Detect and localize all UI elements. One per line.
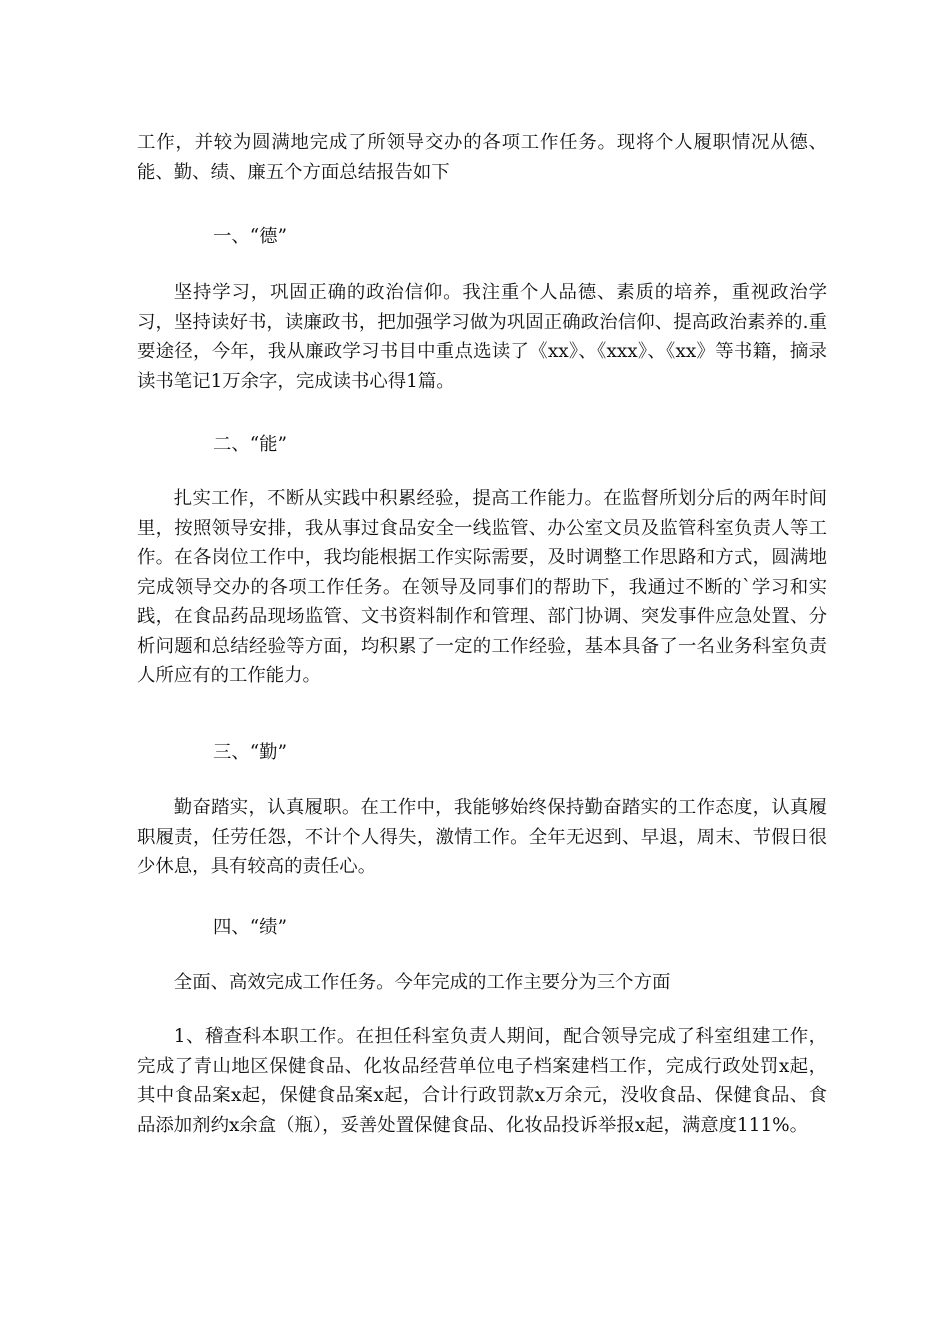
paragraph-qin: 勤奋踏实，认真履职。在工作中，我能够始终保持勤奋踏实的工作态度，认真履职履责，任劳任怨，不计个人得失，激情工作。全年无迟到、早退，周末、节假日很少休息，具有较高的责任心。 xyxy=(137,797,827,877)
paragraph-ji-item-1: 1、稽查科本职工作。在担任科室负责人期间，配合领导完成了科室组建工作，完成了青山地区保健食品、化妆品经营单位电子档案建档工作，完成行政处罚x起，其中食品案x起，保健食品案x起，合计行政罚款x万余元，没收食品、保健食品、食品添加剂约x余盒（瓶），妥善处置保健食品、化妆品投诉举报x起，满意度111%。 xyxy=(137,1026,827,1136)
paragraph-de: 坚持学习，巩固正确的政治信仰。我注重个人品德、素质的培养，重视政治学习，坚持读好书，读廉政书，把加强学习做为巩固正确政治信仰、提高政治素养的.重要途径，今年，我从廉政学习书目中重点选读了《xx》、《xxx》、《xx》等书籍，摘录读书笔记1万余字，完成读书心得1篇。 xyxy=(137,282,827,392)
paragraph-neng: 扎实工作，不断从实践中积累经验，提高工作能力。在监督所划分后的两年时间里，按照领导安排，我从事过食品安全一线监管、办公室文员及监管科室负责人等工作。在各岗位工作中，我均能根据工作实际需要，及时调整工作思路和方式，圆满地完成领导交办的各项工作任务。在领导及同事们的帮助下，我通过不断的`学习和实践，在食品药品现场监管、文书资料制作和管理、部门协调、突发事件应急处置、分析问题和总结经验等方面，均积累了一定的工作经验，基本具备了一名业务科室负责人所应有的工作能力。 xyxy=(137,488,827,686)
section-heading-qin: 三、“勤” xyxy=(213,742,287,763)
paragraph-ji-summary: 全面、高效完成工作任务。今年完成的工作主要分为三个方面 xyxy=(173,972,671,993)
intro-paragraph: 工作，并较为圆满地完成了所领导交办的各项工作任务。现将个人履职情况从德、能、勤、绩、廉五个方面总结报告如下 xyxy=(137,132,827,183)
section-heading-ji: 四、“绩” xyxy=(213,917,287,938)
section-heading-de: 一、“德” xyxy=(213,226,287,247)
section-heading-neng: 二、“能” xyxy=(213,434,287,455)
